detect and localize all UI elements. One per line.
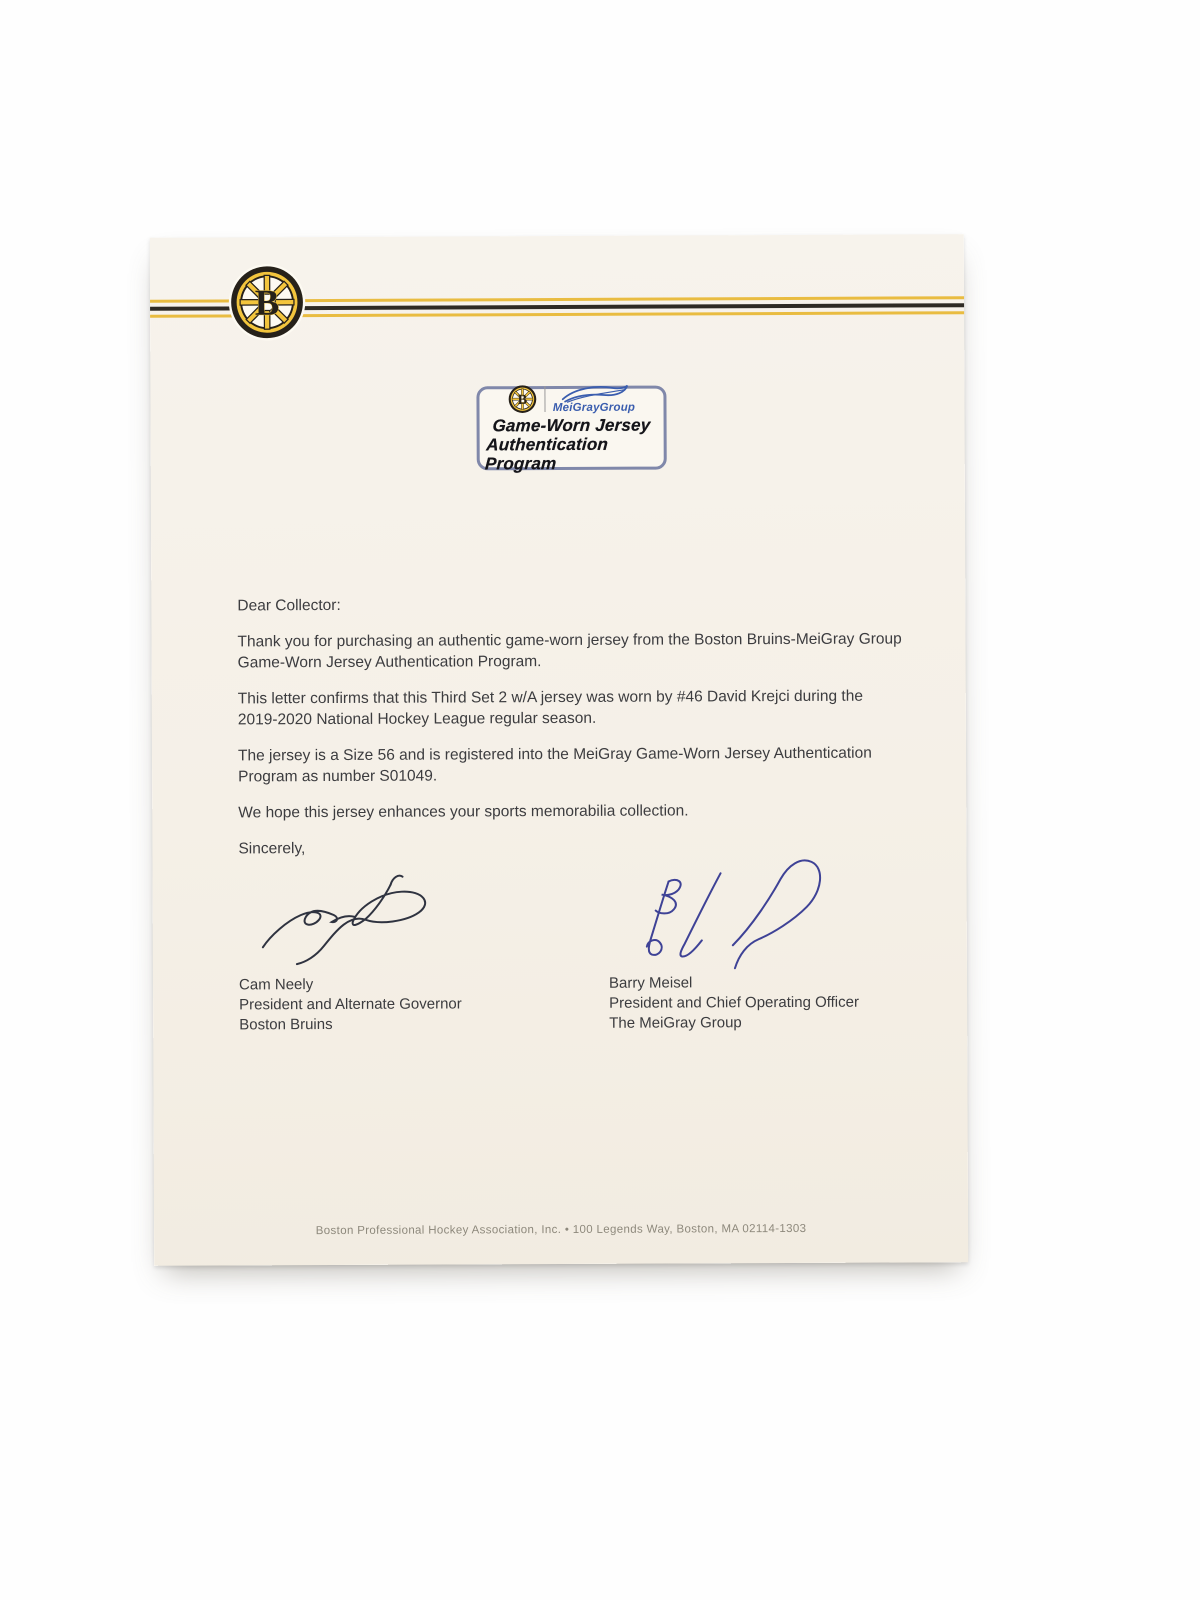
boston-bruins-logo-icon xyxy=(228,263,306,341)
badge-line2: Authentication Program xyxy=(484,434,609,473)
badge-line1: Game-Worn Jersey xyxy=(492,415,652,435)
letter-page xyxy=(150,234,968,1266)
signer-block-barry-meisel xyxy=(609,973,859,1034)
svg-text:B: B xyxy=(254,281,280,323)
signer-title: President and Alternate Governor xyxy=(239,995,462,1014)
letter-body xyxy=(237,592,906,874)
paragraph-1: Thank you for purchasing an authentic game-worn jersey from the Boston Bruins-MeiGray Group Game-Worn Jersey Authentication Program. xyxy=(237,630,902,672)
signer-organization: The MeiGray Group xyxy=(609,1014,742,1032)
signer-block-cam-neely xyxy=(239,974,462,1035)
barry-meisel-signature-icon xyxy=(600,847,851,978)
closing: Sincerely, xyxy=(238,840,306,858)
paragraph-3: The jersey is a Size 56 and is registered into the MeiGray Game-Worn Jersey Authentication Program as number S01049. xyxy=(237,744,872,786)
badge-divider xyxy=(545,386,546,412)
paragraph-4: We hope this jersey enhances your sports memorabilia collection. xyxy=(238,802,689,822)
cam-neely-signature-icon xyxy=(248,862,458,968)
signer-name: Barry Meisel xyxy=(608,974,693,992)
authentication-program-badge xyxy=(476,386,666,471)
salutation: Dear Collector: xyxy=(237,596,341,615)
svg-text:B: B xyxy=(518,391,528,408)
signer-organization: Boston Bruins xyxy=(239,1015,333,1034)
signer-title: President and Chief Operating Officer xyxy=(609,993,859,1012)
meigray-group-name: MeiGrayGroup xyxy=(552,401,636,414)
bruins-mini-logo-icon xyxy=(508,384,538,414)
paragraph-2: This letter confirms that this Third Set 2 w/A jersey was worn by #46 David Krejci during the 2019-2020 National Hockey League regular season. xyxy=(237,687,863,729)
signer-name: Cam Neely xyxy=(238,976,314,994)
letter-footer-address: Boston Professional Hockey Association, Inc. • 100 Legends Way, Boston, MA 02114-1303 xyxy=(315,1222,807,1238)
